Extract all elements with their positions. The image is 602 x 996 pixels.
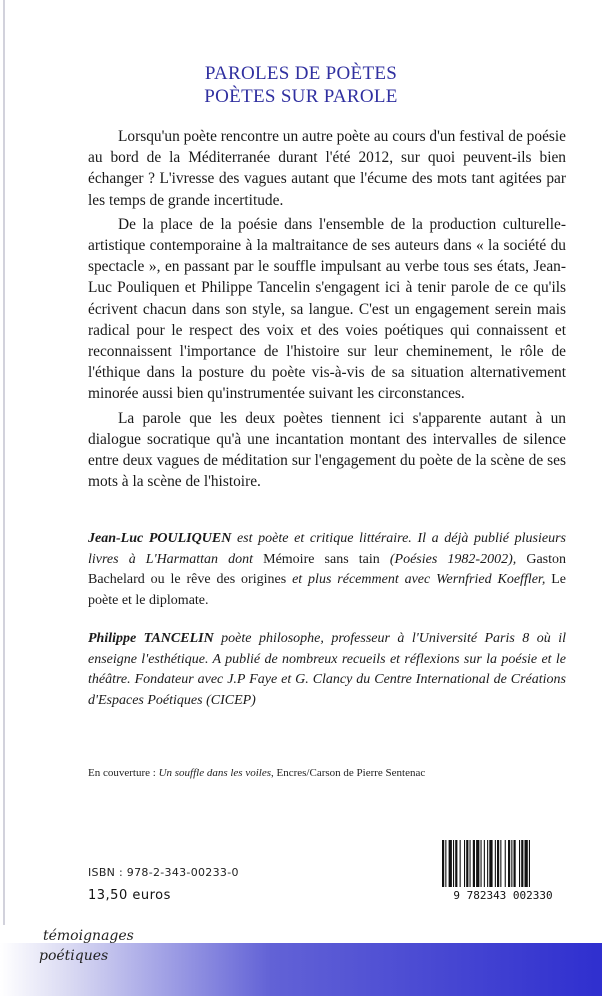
barcode-bar bbox=[529, 840, 530, 887]
left-edge-rule bbox=[3, 0, 5, 925]
bio-text: poète philosophe, professeur à l'Université Paris 8 où il enseigne l'esthétique. A publié de nombreux recueils et réflexions sur la poésie et le théâtre. Fondateur avec J.P Faye et G. Clancy du Centre International de Créations d'Espaces Poétiques (CICEP) bbox=[88, 631, 567, 708]
barcode-bar bbox=[449, 840, 452, 887]
cover-credit bbox=[88, 767, 425, 779]
barcode-bar bbox=[464, 840, 465, 887]
author-bio-pouliquen bbox=[88, 529, 566, 611]
author-name: Jean-Luc POULIQUEN bbox=[88, 531, 232, 546]
credit-suffix: , Encres/Carson de Pierre Sentenac bbox=[271, 767, 426, 779]
credit-work: Un souffle dans les voiles bbox=[158, 767, 271, 779]
barcode-bar bbox=[497, 840, 499, 887]
barcode-bar bbox=[470, 840, 471, 887]
barcode-bar bbox=[525, 840, 528, 887]
bio-text: est poète et critique littéraire. Il a déjà publié plusieurs livres à L'Harmattan dont bbox=[88, 531, 567, 567]
barcode-bar bbox=[453, 840, 454, 887]
barcode-bar bbox=[500, 840, 501, 887]
barcode bbox=[438, 838, 568, 902]
barcode-bar bbox=[505, 840, 506, 887]
barcode-bar bbox=[519, 840, 520, 887]
price: 13,50 euros bbox=[88, 888, 171, 903]
author-name: Philippe TANCELIN bbox=[88, 631, 214, 646]
blurb-paragraph-1: Lorsqu'un poète rencontre un autre poète au cours d'un festival de poésie au bord de la Méditerranée durant l'été 2012, sur quoi peuvent-ils bien échanger ? L'ivresse des vagues autant que l'écume des mots tant agitées par les temps de grande incertitude. bbox=[88, 128, 566, 209]
blurb bbox=[88, 126, 566, 492]
author-bio-tancelin bbox=[88, 629, 566, 711]
barcode-bar bbox=[487, 840, 488, 887]
barcode-bar bbox=[508, 840, 510, 887]
series-line-1: témoignages bbox=[43, 928, 134, 944]
barcode-bar bbox=[476, 840, 479, 887]
book-title: Mémoire sans tain bbox=[263, 551, 380, 567]
barcode-bar bbox=[481, 840, 482, 887]
barcode-bar bbox=[455, 840, 457, 887]
barcode-bar bbox=[484, 840, 485, 887]
title-line-1: PAROLES DE POÈTES bbox=[204, 63, 398, 84]
credit-prefix: En couverture : bbox=[88, 767, 159, 779]
barcode-bar bbox=[521, 840, 523, 887]
barcode-bar bbox=[495, 840, 496, 887]
blurb-paragraph-3: La parole que les deux poètes tiennent ici s'apparente autant à un dialogue socratique qu'à une incantation montant des intervalles de silence entre deux vagues de méditation sur l'engagement du poète de la scène de ses mots à la scène de l'histoire. bbox=[88, 409, 566, 491]
barcode-bar bbox=[445, 840, 446, 887]
blurb-paragraph-2: De la place de la poésie dans l'ensemble de la production culturelle-artistique contemporaine à la maltraitance de ses auteurs dans « la société du spectacle », en passant par le souffle impulsant au verbe tous ses états, Jean-Luc Pouliquen et Philippe Tancelin s'engagent ici à tenir parole de ce qu'ils écrivent chacun dans son style, sa langue. C'est un engagement serein mais radical pour le respect des voix et des voies poétiques qui connaissent et reconnaissent l'importance de l'histoire sur leur cheminement, le rôle de l'éthique dans la posture du poète vis-à-vis de sa situation alternativement minorée aussi bien qu'instrumentée suivant les circonstances. bbox=[88, 215, 566, 403]
barcode-bar bbox=[489, 840, 492, 887]
bio-text: et plus récemment avec Wernfried Koeffler, bbox=[286, 572, 546, 587]
barcode-bar bbox=[511, 840, 512, 887]
title-line-2: POÈTES SUR PAROLE bbox=[204, 86, 398, 107]
barcode-bar bbox=[442, 840, 444, 887]
book-title: Gaston Bachelard ou le rêve des origines bbox=[88, 551, 567, 587]
barcode-bar bbox=[466, 840, 468, 887]
barcode-digits: 9 782343 002330 bbox=[453, 889, 553, 902]
book-title: Le poète et le diplomate. bbox=[88, 572, 567, 608]
isbn: ISBN : 978-2-343-00233-0 bbox=[88, 866, 239, 879]
series-logo bbox=[39, 926, 134, 966]
barcode-bar bbox=[460, 840, 461, 887]
bio-text: (Poésies 1982-2002), bbox=[379, 551, 517, 567]
series-line-2: poétiques bbox=[39, 948, 109, 964]
barcode-bar bbox=[514, 840, 516, 887]
barcode-bar bbox=[473, 840, 475, 887]
